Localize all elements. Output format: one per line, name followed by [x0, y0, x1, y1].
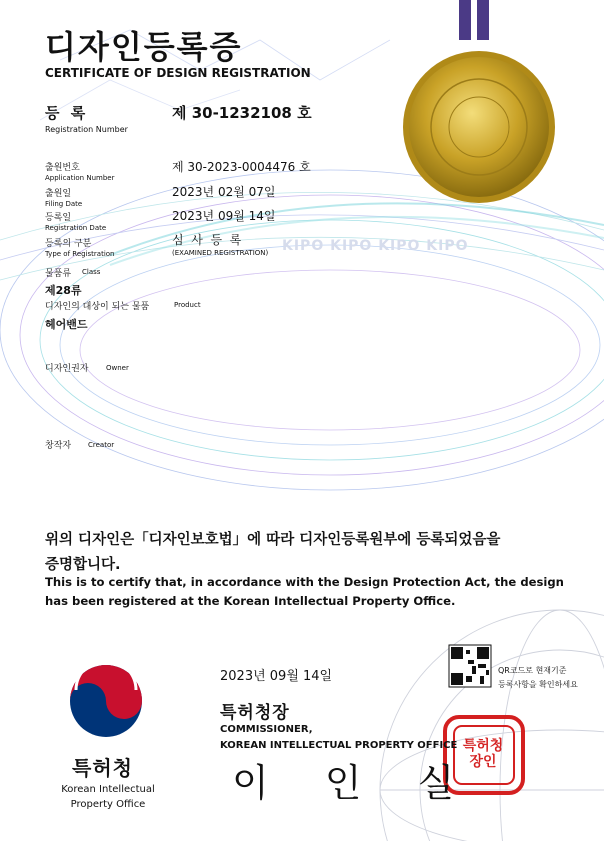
product-label-en: Product [174, 301, 201, 309]
kipo-logo-emblem [70, 660, 142, 737]
owner-label-ko: 디자인권자 [45, 364, 89, 374]
title-english: CERTIFICATE OF DESIGN REGISTRATION [45, 66, 311, 80]
registration-type-en: (EXAMINED REGISTRATION) [172, 249, 269, 257]
logo-text-english-line2: Property Office [70, 799, 146, 810]
registration-type-label-ko: 등록의 구분 [45, 239, 92, 249]
qr-code[interactable] [449, 645, 491, 687]
product-value: 헤어밴드 [45, 318, 88, 331]
ribbon-stripe-1 [459, 0, 471, 40]
statement-korean-line2: 증명합니다. [45, 557, 121, 573]
class-value: 제28류 [45, 284, 82, 297]
statement-english-line1: This is to certify that, in accordance with the Design Protection Act, the design [45, 575, 564, 589]
registration-number: 제 30-1232108 호 [172, 104, 312, 122]
issuer-korean: 특허청장 [220, 703, 290, 723]
filing-date: 2023년 02월 07일 [172, 185, 276, 199]
qr-caption-line1: QR코드로 현재기준 [498, 666, 567, 675]
owner-label-en: Owner [106, 364, 129, 372]
registration-type: 심 사 등 록 [172, 233, 242, 247]
issuer-english-line2: KOREAN INTELLECTUAL PROPERTY OFFICE [220, 740, 458, 751]
registration-date: 2023년 09월 14일 [172, 209, 276, 223]
issuer-english-line1: COMMISSIONER, [220, 724, 313, 735]
registration-label-en: Registration Number [45, 125, 128, 134]
registration-type-label-en: Type of Registration [45, 250, 115, 258]
registration-date-label-ko: 등록일 [45, 213, 72, 223]
creator-label-ko: 창작자 [45, 441, 72, 451]
qr-caption-line2: 등록사항을 확인하세요 [498, 680, 578, 689]
class-label-ko: 물품류 [45, 269, 72, 279]
registration-label-ko: 등 록 [45, 104, 89, 122]
application-number: 제 30-2023-0004476 호 [172, 160, 311, 174]
official-stamp-text: 특허청장인 [462, 738, 504, 770]
commissioner-signature: 이 인 실 [232, 761, 477, 805]
watermark-text: KIPO KIPO KIPO KIPO [282, 238, 469, 254]
application-label-en: Application Number [45, 174, 115, 182]
issue-date: 2023년 09월 14일 [220, 669, 333, 684]
filing-label-ko: 출원일 [45, 189, 72, 199]
title-korean: 디자인등록증 [45, 28, 243, 66]
registration-date-label-en: Registration Date [45, 224, 107, 232]
class-label-en: Class [82, 268, 101, 276]
filing-label-en: Filing Date [45, 200, 83, 208]
statement-english-line2: has been registered at the Korean Intellectual Property Office. [45, 594, 456, 608]
statement-korean-line1: 위의 디자인은「디자인보호법」에 따라 디자인등록원부에 등록되었음을 [45, 532, 501, 548]
gold-seal-emblem [403, 51, 555, 203]
logo-text-english-line1: Korean Intellectual [61, 784, 155, 795]
application-label-ko: 출원번호 [45, 163, 80, 173]
logo-text-korean: 특허청 [72, 756, 133, 780]
ribbon-stripe-2 [477, 0, 489, 40]
creator-label-en: Creator [88, 441, 115, 449]
product-label-ko: 디자인의 대상이 되는 물품 [45, 302, 150, 312]
